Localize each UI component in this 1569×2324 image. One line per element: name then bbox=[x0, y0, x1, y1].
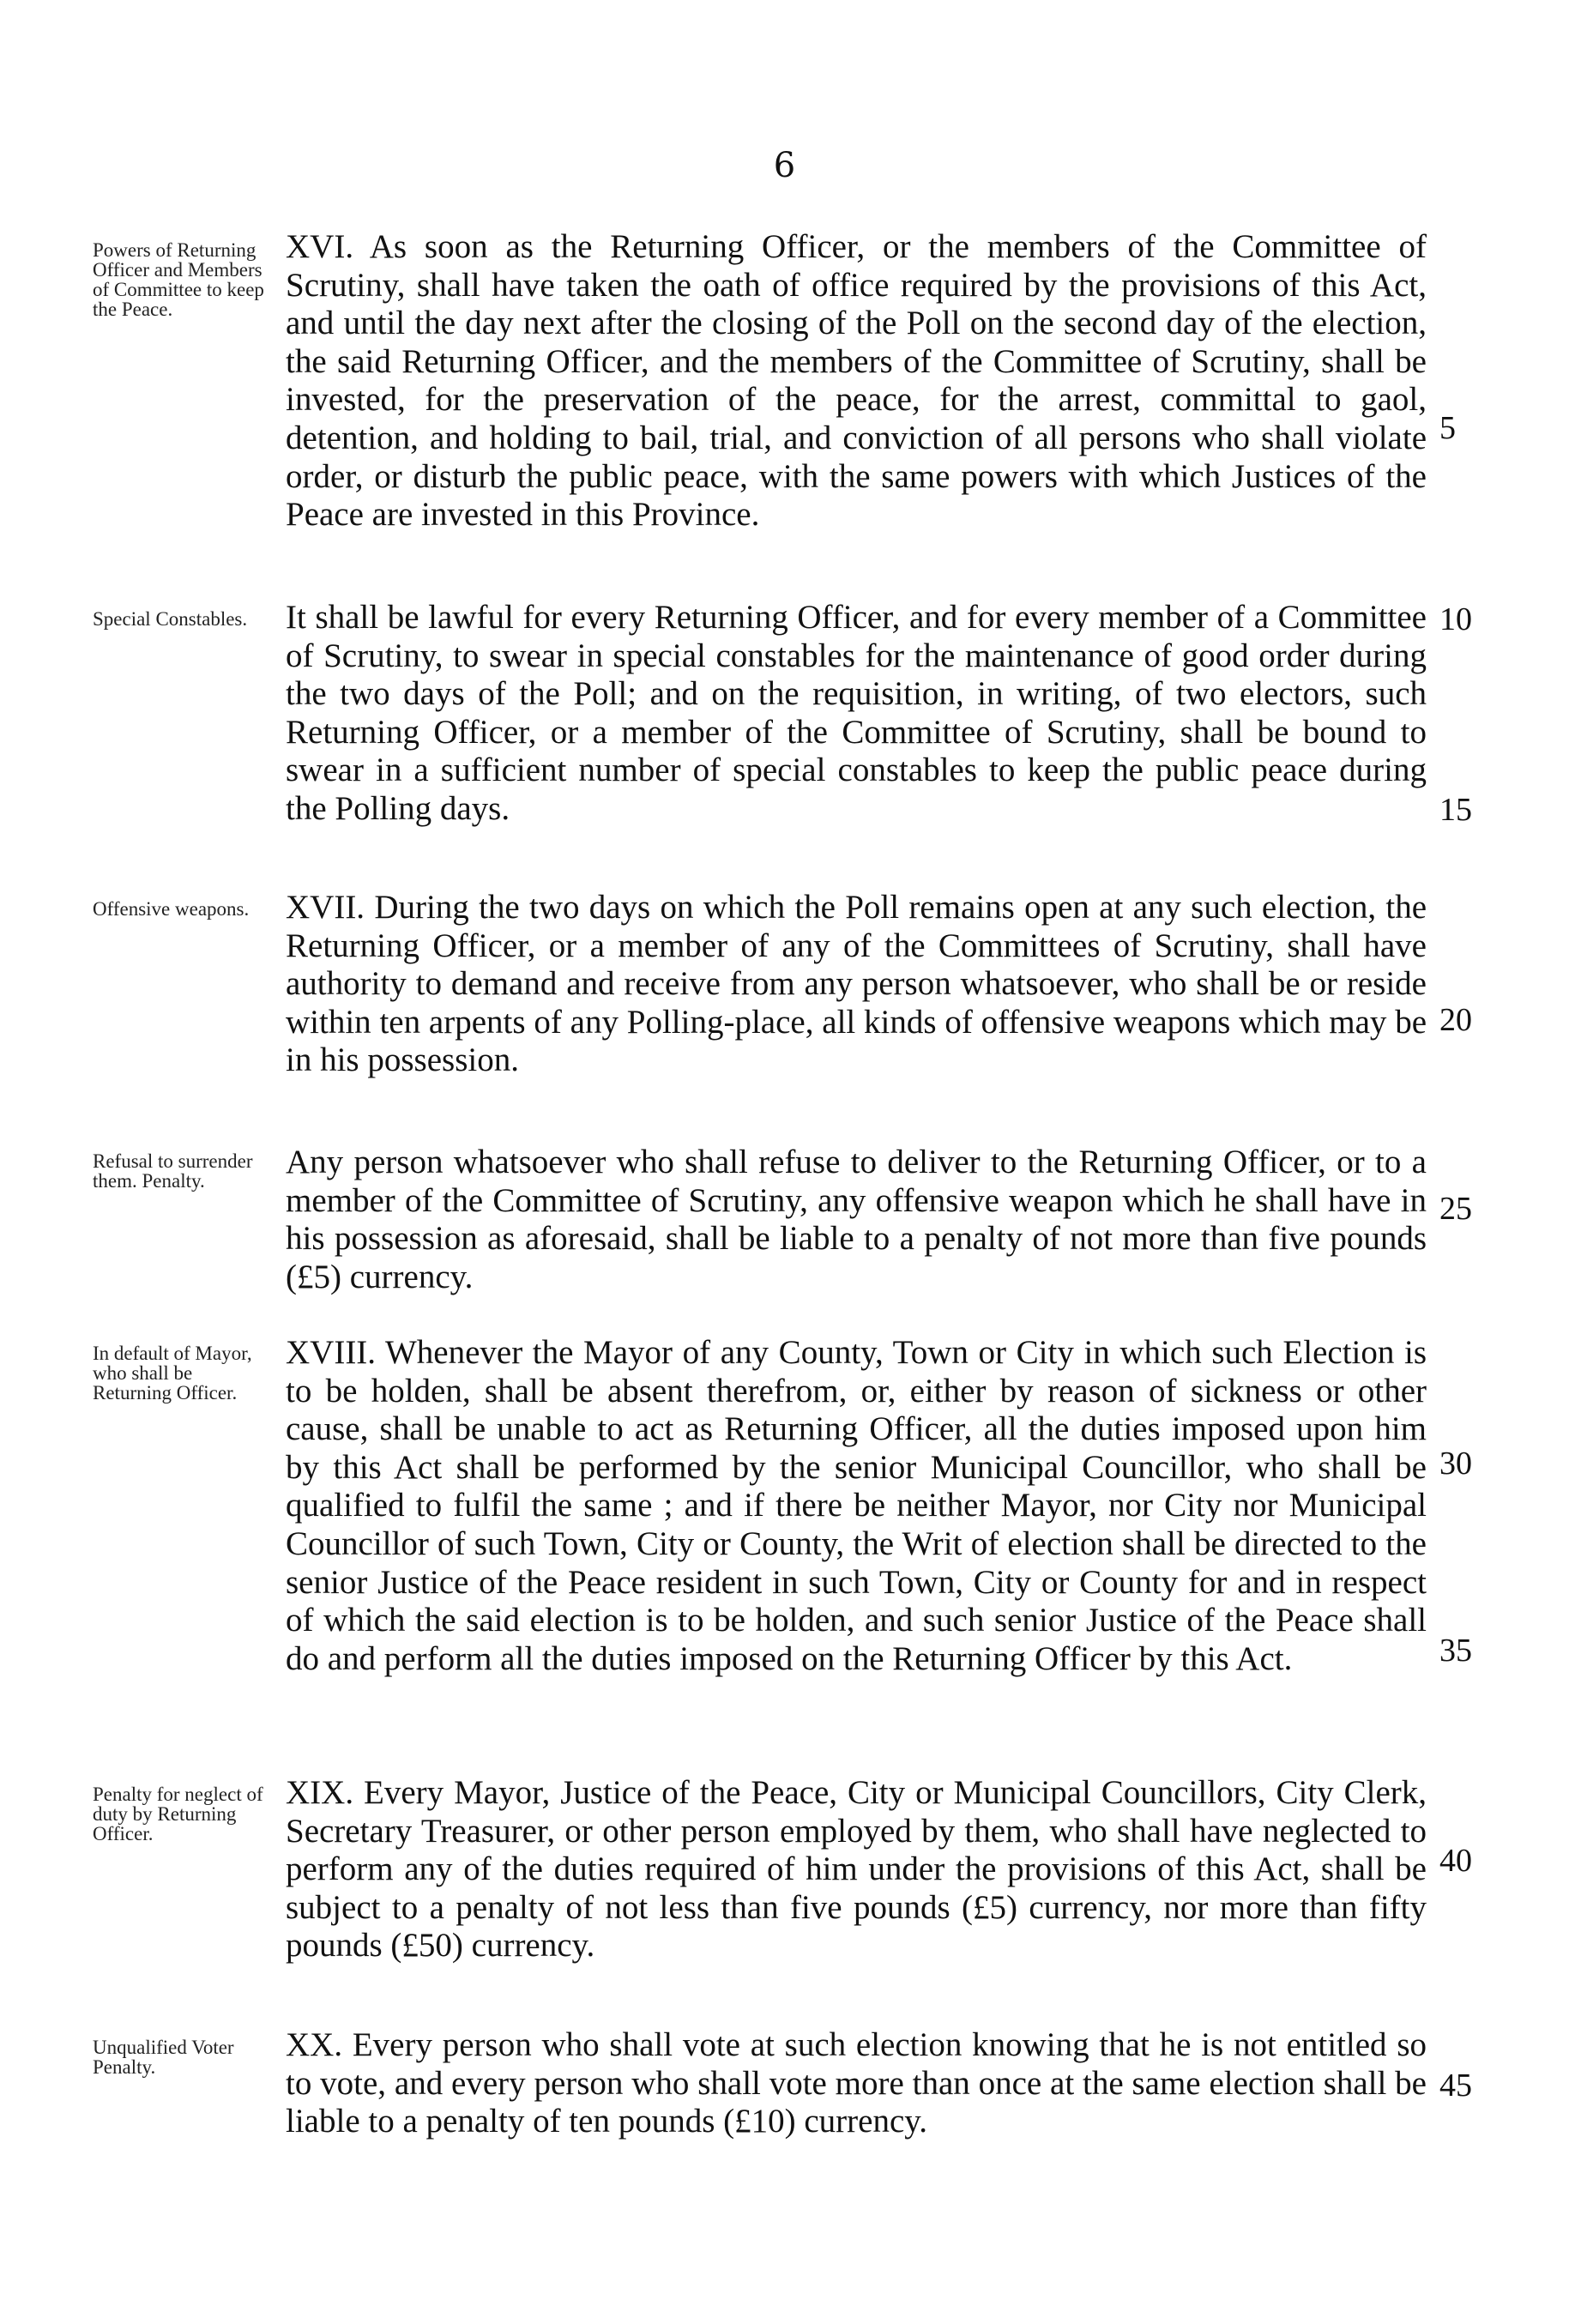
margin-note: In default of Mayor, who shall be Returning Officer. bbox=[93, 1343, 252, 1403]
margin-note: Special Constables. bbox=[93, 608, 248, 630]
section-xx: XX. Every person who shall vote at such election knowing that he is not entitled so to vote, and every person who shall vote more than once at the same election shall be liable to a penalty of ten pounds (£10) currency. bbox=[286, 2026, 1427, 2140]
line-number: 40 bbox=[1439, 1843, 1472, 1879]
margin-note: Powers of Returning Officer and Members of Committee to keep the Peace. bbox=[93, 239, 264, 320]
line-number: 10 bbox=[1439, 601, 1472, 637]
line-number: 45 bbox=[1439, 2067, 1472, 2104]
margin-note: Offensive weapons. bbox=[93, 898, 250, 920]
margin-note: Penalty for neglect of duty by Returning Officer. bbox=[93, 1784, 263, 1844]
section-xvi: XVI. As soon as the Returning Officer, or the members of the Committee of Scrutiny, shall have taken the oath of office required by the provisions of this Act, and until the day next after the closing of the Poll on the second day of the election, the said Returning Officer, and the members of the Committee of Scrutiny, shall be invested, for the preservation of the peace, for the arrest, committal to gaol, detention, and holding to bail, trial, and conviction of all persons who shall violate order, or disturb the public peace, with the same powers with which Justices of the Peace are invested in this Province. bbox=[286, 228, 1427, 534]
line-number: 5 bbox=[1439, 410, 1456, 446]
line-number: 25 bbox=[1439, 1191, 1472, 1227]
margin-note: Unqualified Voter Penalty. bbox=[93, 2037, 234, 2078]
section-refusal-penalty: Any person whatsoever who shall refuse to deliver to the Returning Officer, or to a member of the Committee of Scrutiny, any offensive weapon which he shall have in his possession as aforesaid, shall be liable to a penalty of not more than five pounds (£5) currency. bbox=[286, 1144, 1427, 1295]
margin-note: Refusal to surrender them. Penalty. bbox=[93, 1150, 253, 1192]
line-number: 15 bbox=[1439, 792, 1472, 828]
section-xix: XIX. Every Mayor, Justice of the Peace, City or Municipal Councillors, City Clerk, Secretary Treasurer, or other person employed by them, who shall have neglected to perform any of the duties required of him under the provisions of this Act, shall be subject to a penalty of not less than five pounds (£5) currency, nor more than fifty pounds (£50) currency. bbox=[286, 1774, 1427, 1965]
section-xviii: XVIII. Whenever the Mayor of any County, Town or City in which such Election is to be holden, shall be absent therefrom, or, either by reason of sickness or other cause, shall be unable to act as Returning Officer, all the duties imposed upon him by this Act shall be performed by the senior Municipal Councillor, who shall be qualified to fulfil the same ; and if there be neither Mayor, nor City nor Municipal Councillor of such Town, City or County, the Writ of election shall be directed to the senior Justice of the Peace resident in such Town, City or County for and in respect of which the said election is to be holden, and such senior Justice of the Peace shall do and perform all the duties imposed on the Returning Officer by this Act. bbox=[286, 1334, 1427, 1677]
section-xvii: XVII. During the two days on which the Poll remains open at any such election, the Returning Officer, or a member of any of the Committees of Scrutiny, shall have authority to demand and receive from any person whatsoever, who shall be or reside within ten arpents of any Polling-place, all kinds of offensive weapons which may be in his possession. bbox=[286, 889, 1427, 1079]
page-number: 6 bbox=[773, 146, 796, 185]
line-number: 35 bbox=[1439, 1633, 1472, 1669]
line-number: 30 bbox=[1439, 1446, 1472, 1482]
line-number: 20 bbox=[1439, 1002, 1472, 1038]
section-special-constables: It shall be lawful for every Returning Officer, and for every member of a Committee of Scrutiny, to swear in special constables for the maintenance of good order during the two days of the Poll; and on the requisition, in writing, of two electors, such Returning Officer, or a member of the Committee of Scrutiny, shall be bound to swear in a sufficient number of special constables to keep the public peace during the Polling days. bbox=[286, 599, 1427, 827]
